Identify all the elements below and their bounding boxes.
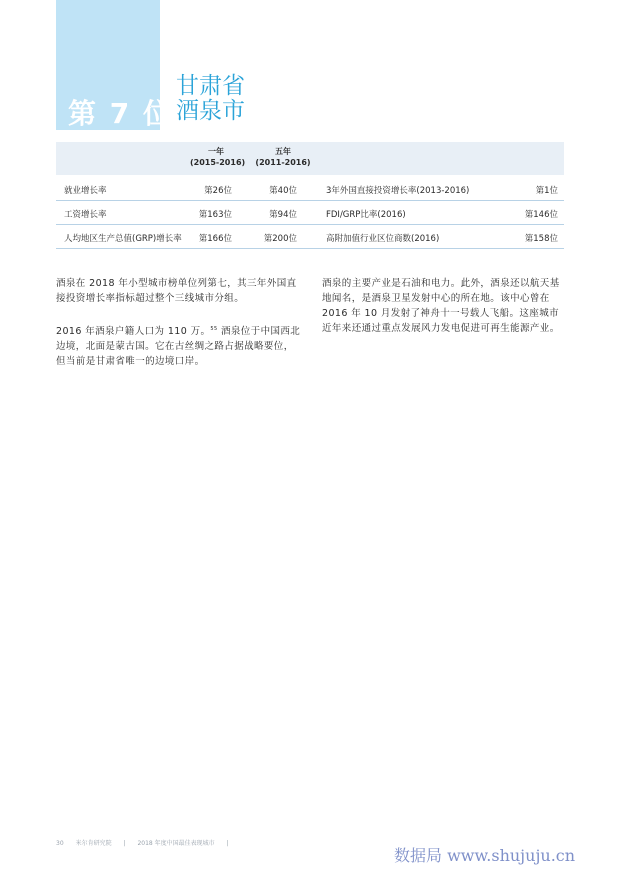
metric-label: 人均地区生产总值(GRP)增长率 [64, 234, 182, 244]
rank-five-year: 第94位 [269, 210, 297, 220]
metric-label: 就业增长率 [64, 186, 107, 196]
rank-value: 第1位 [535, 186, 558, 196]
rank-value: 第146位 [524, 210, 558, 220]
rank-label: 第 7 位 [68, 97, 173, 130]
metric-label: FDI/GRP比率(2016) [326, 210, 406, 220]
right-paragraph: 酒泉的主要产业是石油和电力。此外，酒泉还以航天基地闻名，是酒泉卫星发射中心的所在地。该中心曾在 2016 年 10 月发射了神舟十一号载人飞船。这座城市近年来还通过重点发展风力发电促进可再生能源产业。 [322, 278, 560, 334]
city-title [176, 74, 245, 124]
table-row [56, 178, 564, 201]
footer-report: 2018 年度中国最佳表现城市 [137, 840, 215, 847]
col-header-five-year: 五年 (2011-2016) [255, 147, 311, 167]
footnote-ref: 55 [210, 326, 218, 332]
left-paragraph-1: 酒泉在 2018 年小型城市榜单位列第七，其三年外国直接投资增长率指标超过整个三线城市分组。 [56, 278, 297, 304]
metric-label: 工资增长率 [64, 210, 107, 220]
col-header-one-year: 一年 (2015-2016) [190, 147, 246, 167]
footer-separator: | [226, 840, 229, 847]
table-row [56, 226, 564, 249]
rank-value: 第158位 [524, 234, 558, 244]
metric-label: 3年外国直接投资增长率(2013-2016) [326, 186, 470, 196]
rank-one-year: 第163位 [198, 210, 232, 220]
footer-separator: | [123, 840, 126, 847]
metric-label: 高附加值行业区位商数(2016) [326, 234, 440, 244]
rank-one-year: 第26位 [204, 186, 232, 196]
province-name: 甘肃省 [176, 73, 245, 99]
rank-five-year: 第40位 [269, 186, 297, 196]
watermark: 数据局 www.shujuju.cn [394, 846, 576, 865]
page-footer [56, 838, 239, 847]
left-paragraph-2: 2016 年酒泉户籍人口为 110 万。$^{55}$ 酒泉位于中国西北边境，北面是蒙古国。它在古丝绸之路占据战略要位，但当前是甘肃省唯一的边境口岸。 [56, 326, 301, 368]
rank-one-year: 第166位 [198, 234, 232, 244]
city-name: 酒泉市 [176, 98, 245, 124]
table-row [56, 202, 564, 225]
page-number: 30 [56, 840, 64, 847]
rank-five-year: 第200位 [263, 234, 297, 244]
footer-org: 米尔肯研究院 [75, 840, 112, 847]
